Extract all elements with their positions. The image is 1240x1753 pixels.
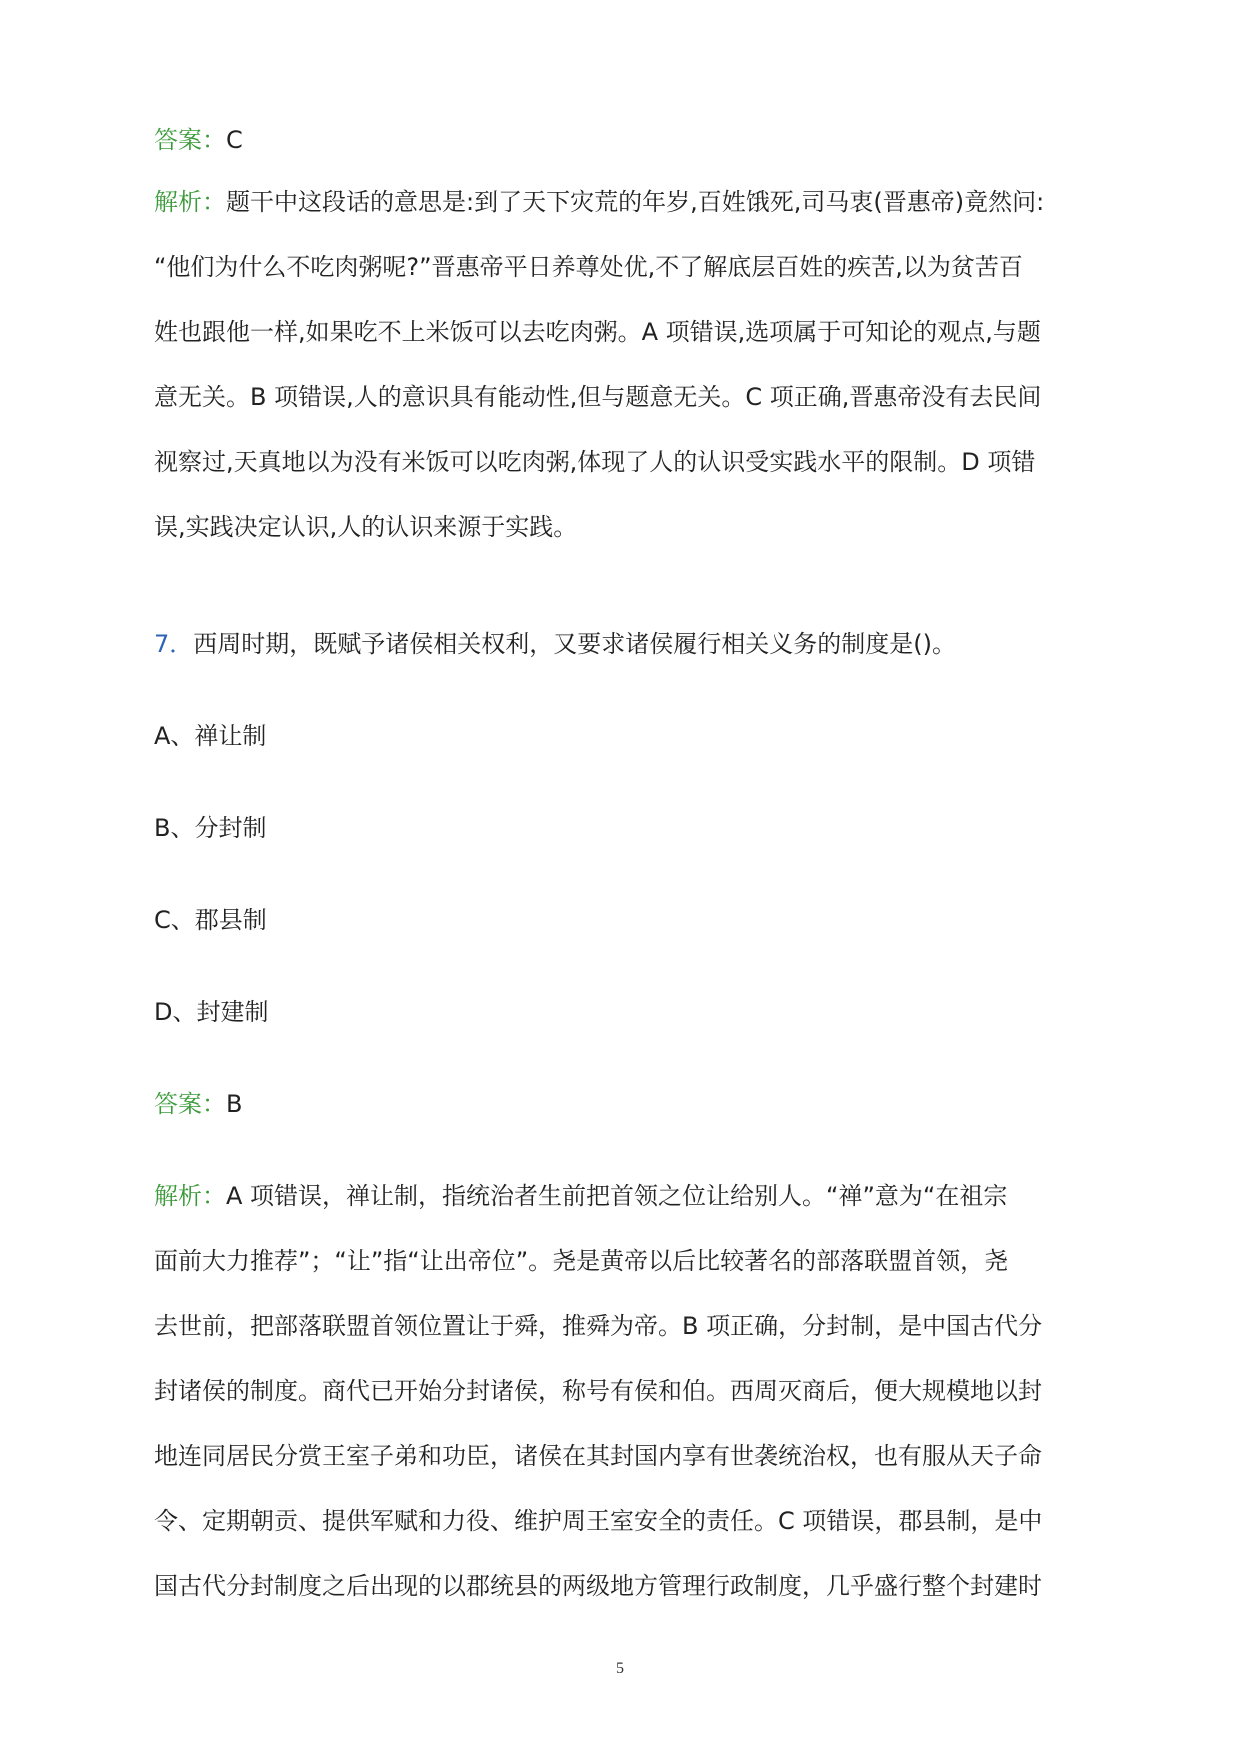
option-text: B、分封制 (154, 814, 267, 842)
q7-question (154, 612, 1089, 677)
explanation-line: 去世前，把部落联盟首领位置让于舜，推舜为帝。B 项正确，分封制，是中国古代分 (154, 1312, 1043, 1340)
explanation-line: 面前大力推荐”；“让”指“让出帝位”。尧是黄帝以后比较著名的部落联盟首领，尧 (154, 1247, 1009, 1275)
q7-explanation (154, 1164, 1089, 1619)
explanation-line: 姓也跟他一样,如果吃不上米饭可以去吃肉粥。A 项错误,选项属于可知论的观点,与题 (154, 318, 1041, 346)
explanation-line: 令、定期朝贡、提供军赋和力役、维护周王室安全的责任。C 项错误，郡县制，是中 (154, 1507, 1043, 1535)
explanation-line: 封诸侯的制度。商代已开始分封诸侯，称号有侯和伯。西周灭商后，便大规模地以封 (154, 1377, 1042, 1405)
q7-option-d (154, 980, 1089, 1045)
q6-explanation (154, 170, 1089, 560)
option-text: A、禅让制 (154, 722, 267, 750)
q7-option-a (154, 704, 1089, 769)
answer-label: 答案： (154, 126, 226, 154)
explanation-line: 误,实践决定认识,人的认识来源于实践。 (154, 513, 578, 541)
q7-option-c (154, 888, 1089, 953)
q6-answer (154, 108, 1089, 173)
question-number: 7． (154, 630, 194, 658)
explanation-line: 题干中这段话的意思是:到了天下灾荒的年岁,百姓饿死,司马衷(晋惠帝)竟然问: (226, 188, 1045, 216)
explanation-line: 视察过,天真地以为没有米饭可以吃肉粥,体现了人的认识受实践水平的限制。D 项错 (154, 448, 1036, 476)
answer-value: C (226, 126, 243, 154)
explanation-line: “他们为什么不吃肉粥呢?”晋惠帝平日养尊处优,不了解底层百姓的疾苦,以为贫苦百 (154, 253, 1023, 281)
page-number: 5 (616, 1660, 624, 1677)
explanation-label: 解析： (154, 188, 226, 216)
q7-answer (154, 1072, 1089, 1137)
q7-option-b (154, 796, 1089, 861)
answer-value: B (226, 1090, 243, 1118)
explanation-line: 国古代分封制度之后出现的以郡统县的两级地方管理行政制度，几乎盛行整个封建时 (154, 1572, 1042, 1600)
option-text: C、郡县制 (154, 906, 267, 934)
question-text: 西周时期，既赋予诸侯相关权利，又要求诸侯履行相关义务的制度是()。 (193, 630, 957, 658)
explanation-label: 解析： (154, 1182, 226, 1210)
option-text: D、封建制 (154, 998, 269, 1026)
explanation-line: 地连同居民分赏王室子弟和功臣，诸侯在其封国内享有世袭统治权，也有服从天子命 (154, 1442, 1042, 1470)
explanation-line: 意无关。B 项错误,人的意识具有能动性,但与题意无关。C 项正确,晋惠帝没有去民间 (154, 383, 1042, 411)
explanation-line: A 项错误，禅让制，指统治者生前把首领之位让给别人。“禅”意为“在祖宗 (226, 1182, 1008, 1210)
answer-label: 答案： (154, 1090, 226, 1118)
